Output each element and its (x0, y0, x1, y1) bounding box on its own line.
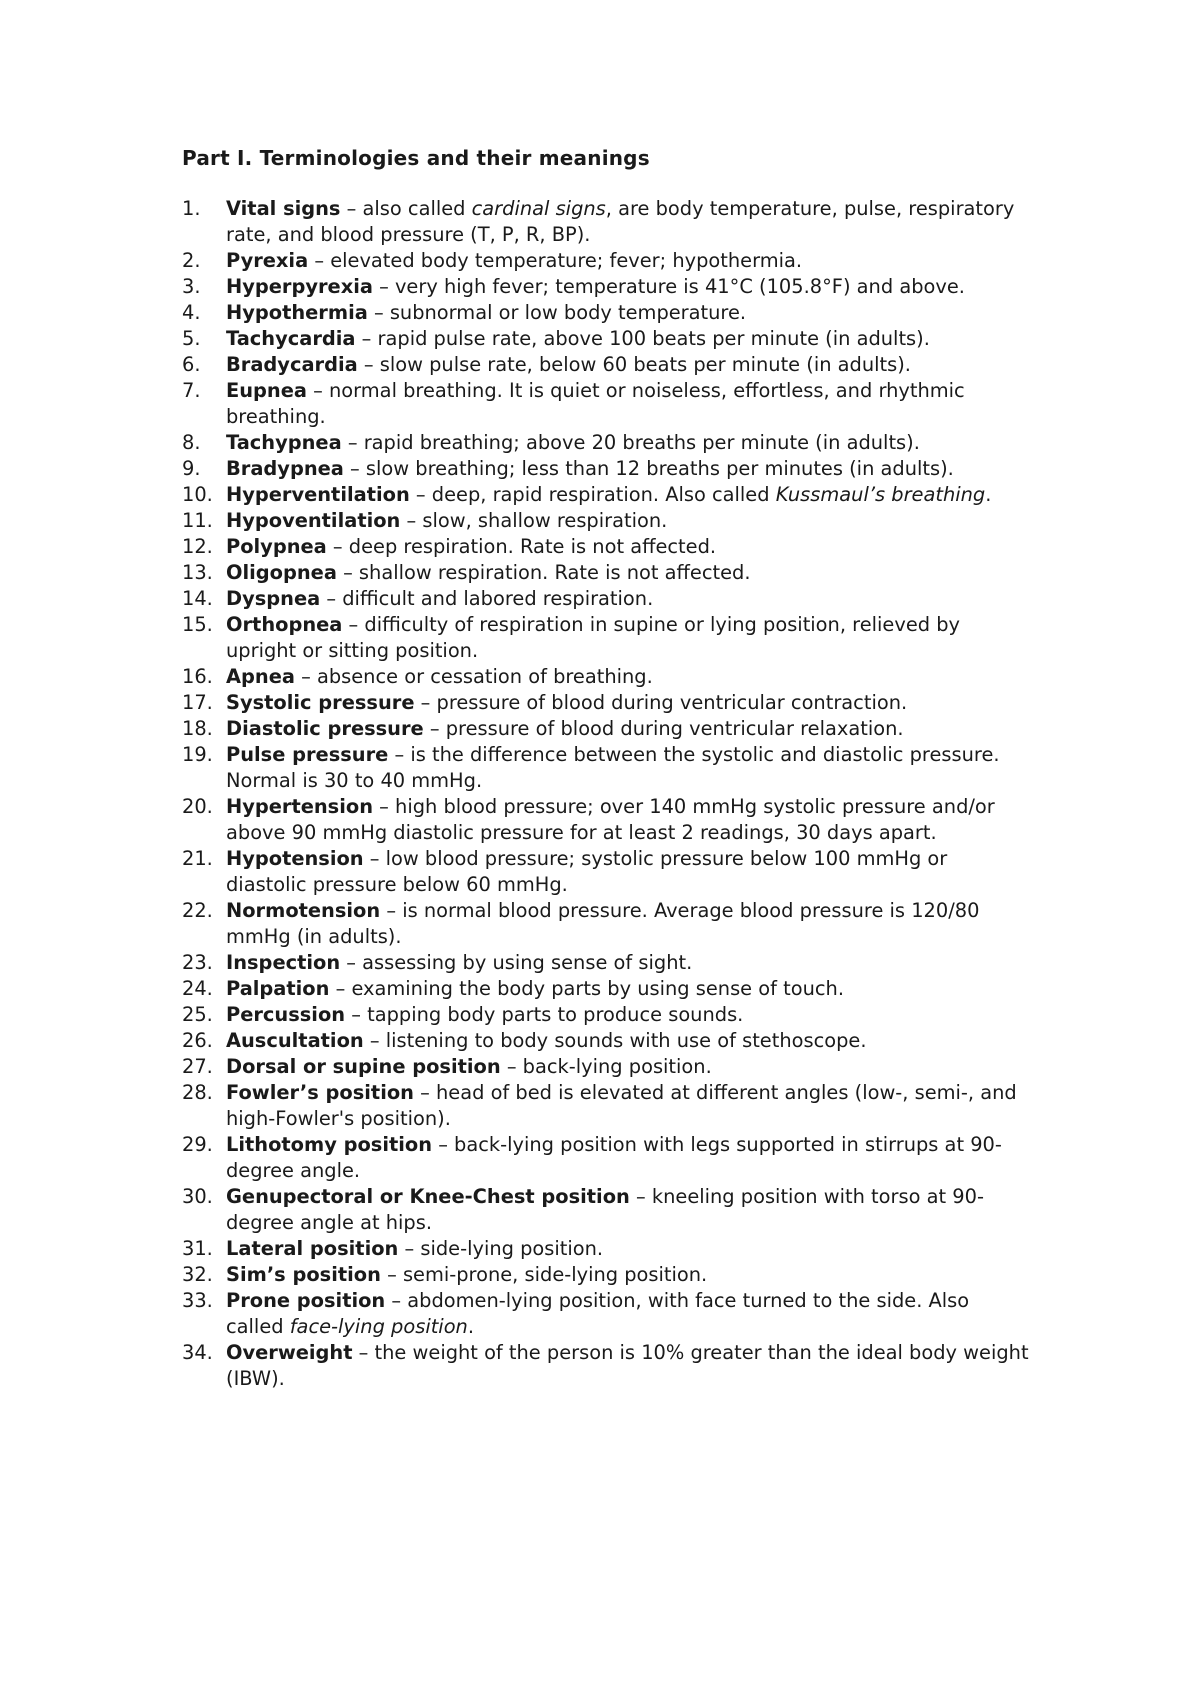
term-definition: – back-lying position. (500, 1055, 712, 1078)
list-item-number: 3. (182, 275, 201, 298)
list-item-number: 10. (182, 483, 213, 506)
list-item (182, 1236, 1032, 1262)
list-item-number: 15. (182, 613, 213, 636)
term-definition: – slow breathing; less than 12 breaths per minutes (in adults). (343, 457, 954, 480)
term-definition: – side-lying position. (398, 1237, 604, 1260)
term-name: Tachycardia (226, 327, 356, 350)
term-definition: – slow, shallow respiration. (400, 509, 668, 532)
term-name: Fowler’s position (226, 1081, 414, 1104)
term-name: Auscultation (226, 1029, 364, 1052)
term-definition: – absence or cessation of breathing. (294, 665, 653, 688)
term-definition: – also called (340, 197, 472, 220)
term-name: Dorsal or supine position (226, 1055, 501, 1078)
term-name: Oligopnea (226, 561, 337, 584)
term-definition: . (985, 483, 992, 506)
list-item (182, 1288, 1032, 1340)
list-item (182, 1132, 1032, 1184)
list-item (182, 196, 1032, 248)
list-item-number: 23. (182, 951, 213, 974)
term-name: Apnea (226, 665, 295, 688)
list-item (182, 1028, 1032, 1054)
section-heading: Part I. Terminologies and their meanings (182, 146, 650, 170)
list-item (182, 950, 1032, 976)
term-definition: – semi-prone, side-lying position. (380, 1263, 708, 1286)
list-item (182, 586, 1032, 612)
term-definition: – abdomen-lying position, with face turned to the side. Also called (226, 1289, 970, 1338)
list-item (182, 1184, 1032, 1236)
list-item-number: 8. (182, 431, 201, 454)
term-definition: – pressure of blood during ventricular relaxation. (423, 717, 904, 740)
list-item-number: 24. (182, 977, 213, 1000)
term-definition: – shallow respiration. Rate is not affected. (336, 561, 751, 584)
term-definition-emphasis: Kussmaul’s breathing (775, 483, 986, 506)
list-item (182, 300, 1032, 326)
terminology-list (182, 196, 1032, 1392)
term-name: Orthopnea (226, 613, 343, 636)
term-definition: – high blood pressure; over 140 mmHg systolic pressure and/or above 90 mmHg diastolic pressure for at least 2 readings, 30 days apart. (226, 795, 995, 844)
list-item (182, 352, 1032, 378)
list-item-number: 11. (182, 509, 213, 532)
list-item (182, 742, 1032, 794)
term-name: Sim’s position (226, 1263, 381, 1286)
list-item (182, 508, 1032, 534)
list-item-number: 1. (182, 197, 201, 220)
term-name: Hypothermia (226, 301, 368, 324)
term-name: Vital signs (226, 197, 341, 220)
term-name: Systolic pressure (226, 691, 415, 714)
term-definition: – deep respiration. Rate is not affected. (326, 535, 717, 558)
list-item-number: 5. (182, 327, 201, 350)
term-definition: – listening to body sounds with use of stethoscope. (363, 1029, 867, 1052)
list-item-number: 9. (182, 457, 201, 480)
list-item-number: 18. (182, 717, 213, 740)
list-item-number: 21. (182, 847, 213, 870)
list-item (182, 248, 1032, 274)
term-definition: – difficulty of respiration in supine or lying position, relieved by upright or sitting position. (226, 613, 961, 662)
term-name: Bradycardia (226, 353, 358, 376)
list-item-number: 34. (182, 1341, 213, 1364)
term-definition: – examining the body parts by using sense of touch. (329, 977, 844, 1000)
term-definition: – rapid breathing; above 20 breaths per minute (in adults). (341, 431, 920, 454)
list-item-number: 30. (182, 1185, 213, 1208)
list-item-number: 6. (182, 353, 201, 376)
term-definition: , are body temperature, pulse, respiratory rate, and blood pressure (T, P, R, BP). (226, 197, 1015, 246)
term-definition: – is the difference between the systolic and diastolic pressure. Normal is 30 to 40 mmHg. (226, 743, 1000, 792)
term-name: Percussion (226, 1003, 346, 1026)
list-item-number: 4. (182, 301, 201, 324)
list-item-number: 19. (182, 743, 213, 766)
term-definition: – pressure of blood during ventricular contraction. (414, 691, 908, 714)
term-definition: – deep, rapid respiration. Also called (409, 483, 776, 506)
term-name: Hypoventilation (226, 509, 401, 532)
term-definition-emphasis: cardinal signs (471, 197, 606, 220)
list-item-number: 25. (182, 1003, 213, 1026)
list-item-number: 13. (182, 561, 213, 584)
list-item-number: 12. (182, 535, 213, 558)
list-item (182, 898, 1032, 950)
term-name: Inspection (226, 951, 341, 974)
list-item-number: 33. (182, 1289, 213, 1312)
list-item (182, 456, 1032, 482)
term-definition: . (467, 1315, 475, 1338)
term-name: Overweight (226, 1341, 353, 1364)
term-definition: – very high fever; temperature is 41°C (105.8°F) and above. (372, 275, 965, 298)
term-name: Hypotension (226, 847, 364, 870)
term-name: Lateral position (226, 1237, 399, 1260)
list-item-number: 26. (182, 1029, 213, 1052)
term-name: Hypertension (226, 795, 374, 818)
term-name: Normotension (226, 899, 381, 922)
term-definition: – rapid pulse rate, above 100 beats per minute (in adults). (355, 327, 930, 350)
list-item (182, 1262, 1032, 1288)
list-item-number: 17. (182, 691, 213, 714)
list-item-number: 27. (182, 1055, 213, 1078)
term-definition: – head of bed is elevated at different angles (low-, semi-, and high-Fowler's position). (226, 1081, 1017, 1130)
list-item (182, 274, 1032, 300)
list-item (182, 1080, 1032, 1132)
list-item (182, 664, 1032, 690)
list-item (182, 534, 1032, 560)
list-item (182, 1054, 1032, 1080)
list-item (182, 482, 1032, 508)
term-name: Dyspnea (226, 587, 321, 610)
term-definition: – normal breathing. It is quiet or noiseless, effortless, and rhythmic breathing. (226, 379, 965, 428)
list-item-number: 2. (182, 249, 201, 272)
list-item (182, 976, 1032, 1002)
list-item-number: 7. (182, 379, 201, 402)
list-item (182, 690, 1032, 716)
list-item (182, 430, 1032, 456)
term-name: Tachypnea (226, 431, 342, 454)
list-item (182, 794, 1032, 846)
term-name: Diastolic pressure (226, 717, 424, 740)
term-name: Hyperpyrexia (226, 275, 373, 298)
list-item-number: 20. (182, 795, 213, 818)
term-definition-emphasis: face-lying position (289, 1315, 468, 1338)
list-item-number: 31. (182, 1237, 213, 1260)
term-definition: – kneeling position with torso at 90-degree angle at hips. (226, 1185, 984, 1234)
term-name: Hyperventilation (226, 483, 410, 506)
term-name: Palpation (226, 977, 330, 1000)
list-item (182, 1340, 1032, 1392)
term-name: Pyrexia (226, 249, 309, 272)
list-item (182, 612, 1032, 664)
list-item-number: 28. (182, 1081, 213, 1104)
list-item (182, 378, 1032, 430)
term-definition: – tapping body parts to produce sounds. (345, 1003, 744, 1026)
term-name: Genupectoral or Knee-Chest position (226, 1185, 630, 1208)
term-definition: – difficult and labored respiration. (320, 587, 654, 610)
term-name: Polypnea (226, 535, 327, 558)
term-name: Pulse pressure (226, 743, 389, 766)
list-item-number: 29. (182, 1133, 213, 1156)
list-item (182, 846, 1032, 898)
term-definition: – low blood pressure; systolic pressure below 100 mmHg or diastolic pressure below 60 mmHg. (226, 847, 948, 896)
term-definition: – slow pulse rate, below 60 beats per minute (in adults). (357, 353, 911, 376)
list-item-number: 14. (182, 587, 213, 610)
list-item-number: 16. (182, 665, 213, 688)
list-item-number: 22. (182, 899, 213, 922)
term-definition: – the weight of the person is 10% greater than the ideal body weight (IBW). (226, 1341, 1029, 1390)
term-definition: – assessing by using sense of sight. (340, 951, 693, 974)
list-item (182, 1002, 1032, 1028)
term-name: Eupnea (226, 379, 307, 402)
list-item (182, 560, 1032, 586)
term-name: Bradypnea (226, 457, 344, 480)
term-definition: – elevated body temperature; fever; hypothermia. (308, 249, 803, 272)
list-item (182, 326, 1032, 352)
list-item (182, 716, 1032, 742)
term-definition: – subnormal or low body temperature. (367, 301, 747, 324)
term-name: Prone position (226, 1289, 386, 1312)
term-definition: – back-lying position with legs supported in stirrups at 90-degree angle. (226, 1133, 1002, 1182)
term-name: Lithotomy position (226, 1133, 433, 1156)
term-definition: – is normal blood pressure. Average blood pressure is 120/80 mmHg (in adults). (226, 899, 980, 948)
list-item-number: 32. (182, 1263, 213, 1286)
